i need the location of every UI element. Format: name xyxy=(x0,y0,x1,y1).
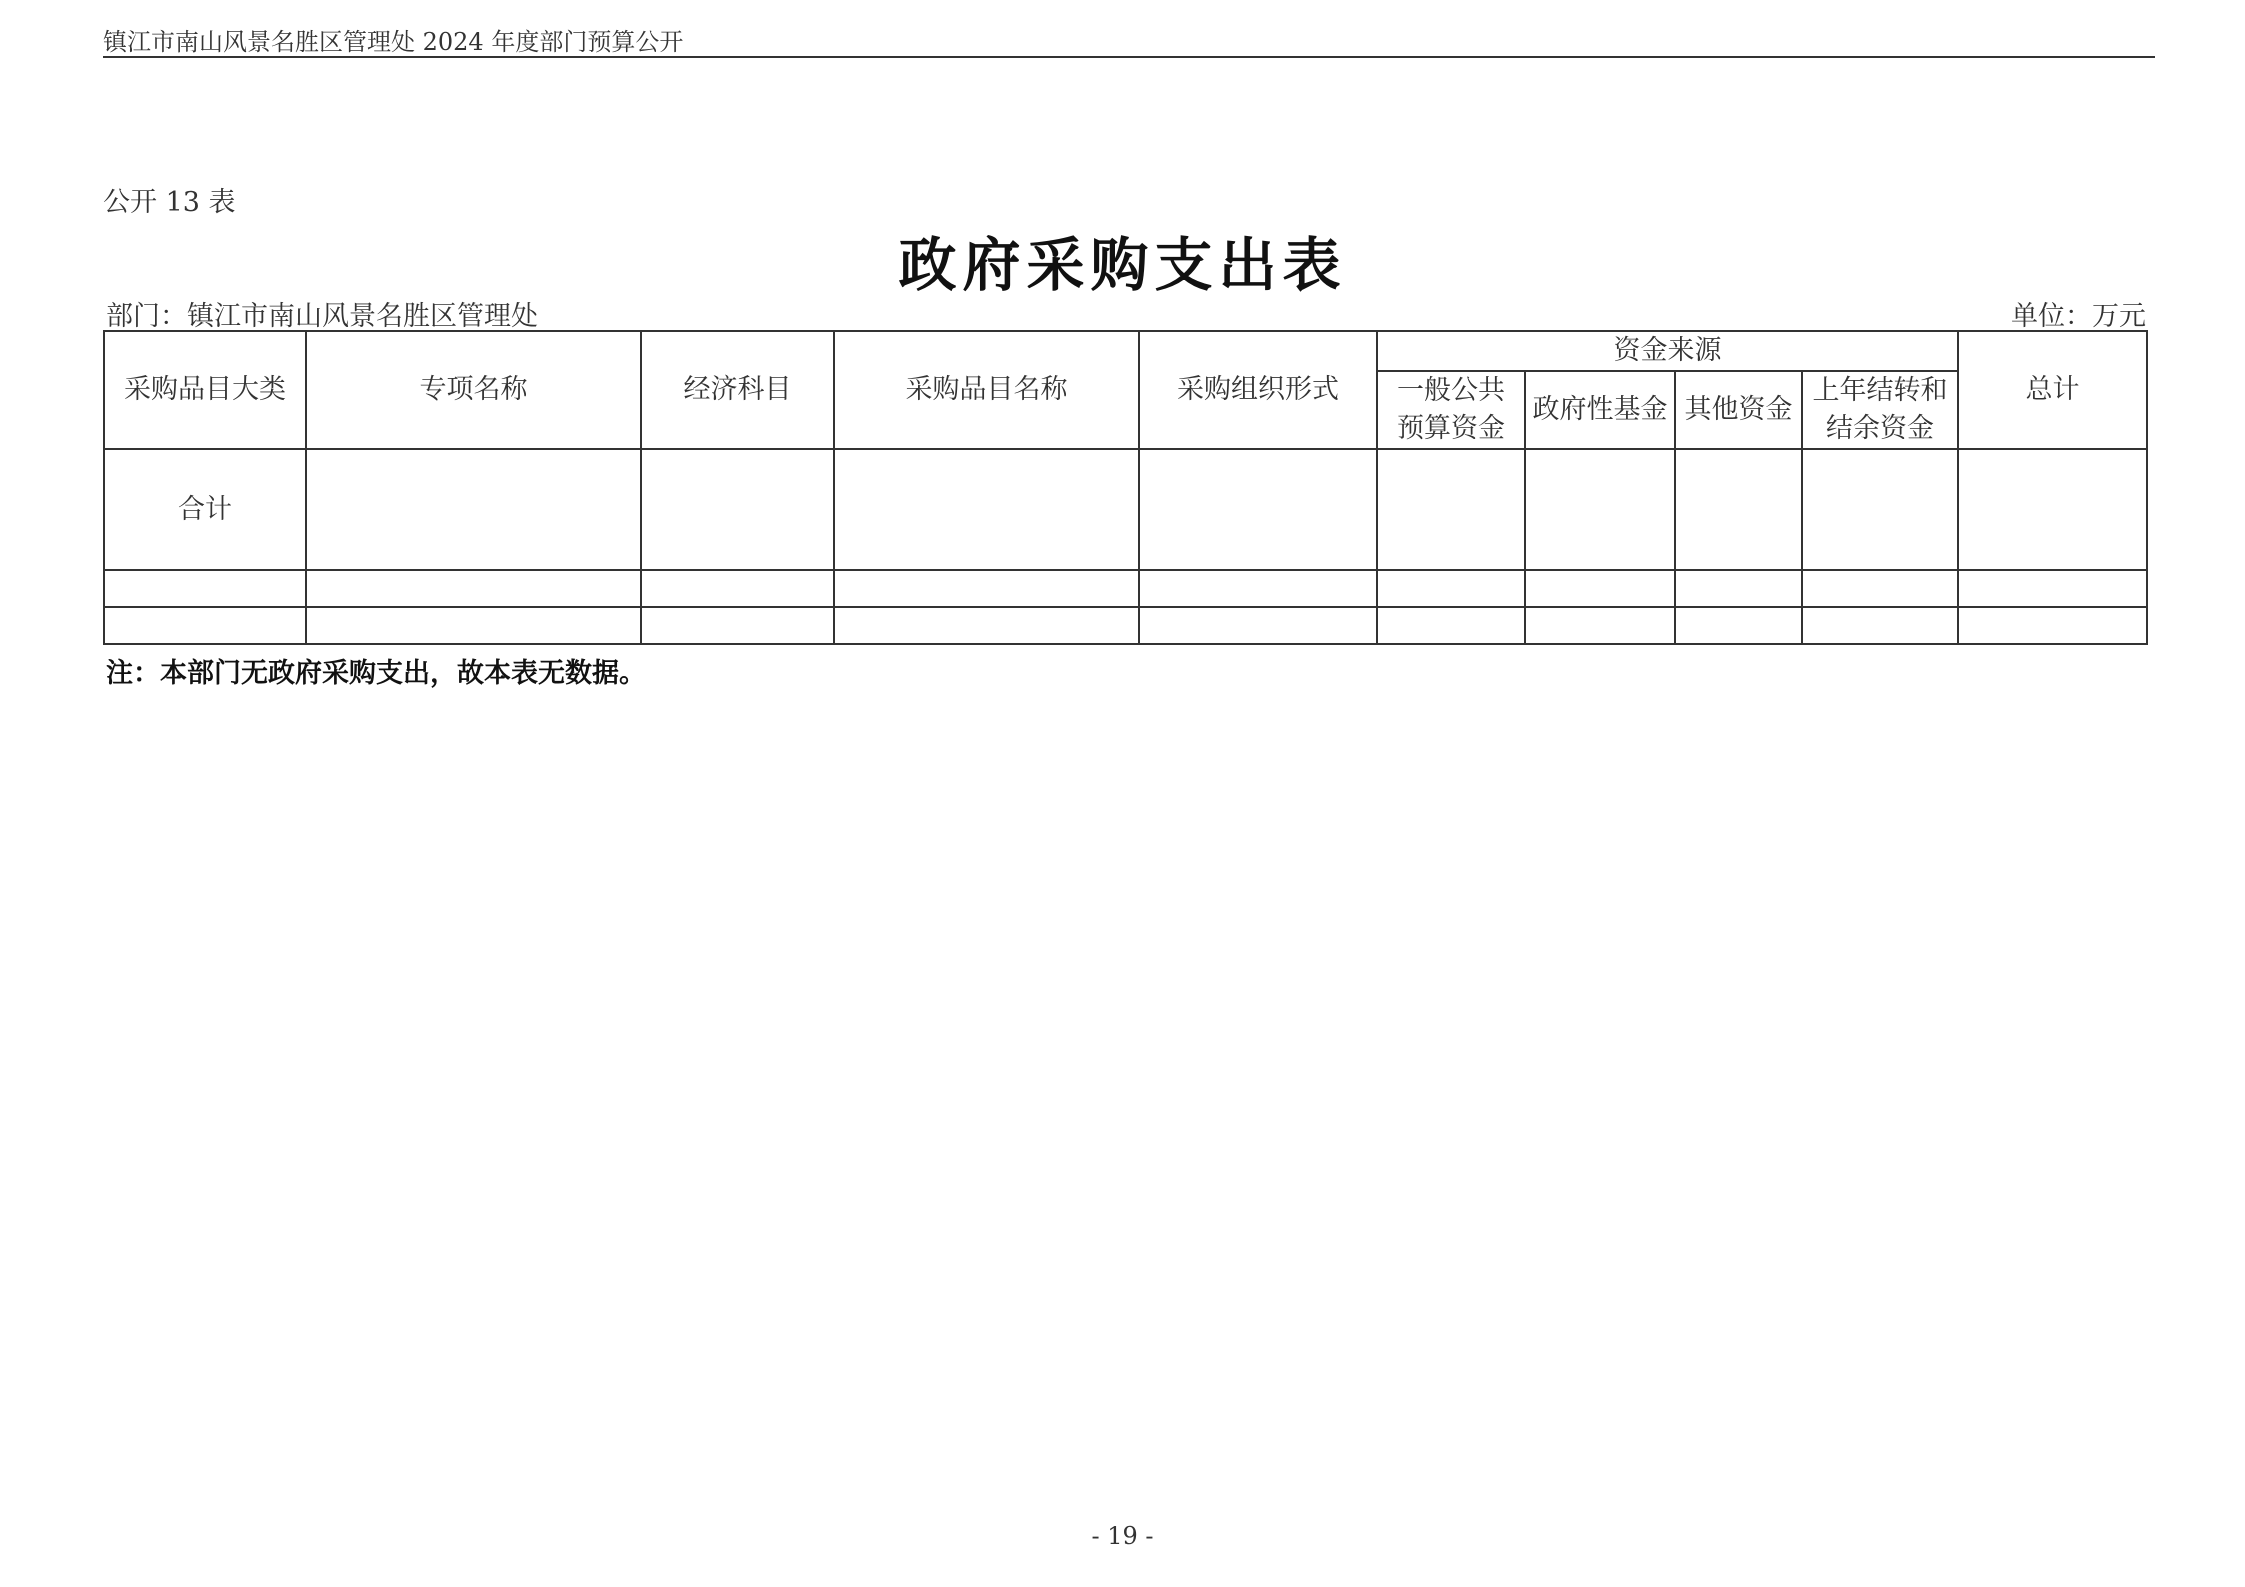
cell-other-funds xyxy=(1675,449,1802,570)
col-header-total: 总计 xyxy=(1958,331,2147,449)
cell-item-name xyxy=(834,570,1139,607)
cell-other-funds xyxy=(1675,607,1802,644)
cell-total xyxy=(1958,449,2147,570)
footnote: 注：本部门无政府采购支出，故本表无数据。 xyxy=(106,658,646,689)
cell-org-form xyxy=(1139,607,1377,644)
cell-org-form xyxy=(1139,570,1377,607)
cell-category xyxy=(104,570,306,607)
col-header-other-funds: 其他资金 xyxy=(1675,371,1802,449)
page-title: 政府采购支出表 xyxy=(898,231,1347,299)
col-header-gov-fund: 政府性基金 xyxy=(1525,371,1675,449)
unit-label: 单位：万元 xyxy=(2011,301,2146,332)
cell-general-budget xyxy=(1377,607,1525,644)
cell-economic-subject xyxy=(641,607,834,644)
cell-gov-fund xyxy=(1525,607,1675,644)
department-label: 部门：镇江市南山风景名胜区管理处 xyxy=(106,301,538,332)
cell-carryover xyxy=(1802,449,1958,570)
cell-item-name xyxy=(834,449,1139,570)
col-header-item-name: 采购品目名称 xyxy=(834,331,1139,449)
cell-project xyxy=(306,607,641,644)
col-header-carryover: 上年结转和结余资金 xyxy=(1802,371,1958,449)
page-number: - 19 - xyxy=(1091,1522,1154,1550)
cell-general-budget xyxy=(1377,570,1525,607)
cell-org-form xyxy=(1139,449,1377,570)
table-row xyxy=(104,607,2147,644)
cell-item-name xyxy=(834,607,1139,644)
col-header-category: 采购品目大类 xyxy=(104,331,306,449)
col-header-project: 专项名称 xyxy=(306,331,641,449)
col-header-fund-source: 资金来源 xyxy=(1377,331,1958,371)
table-number: 公开 13 表 xyxy=(103,187,236,218)
cell-general-budget xyxy=(1377,449,1525,570)
cell-project xyxy=(306,449,641,570)
cell-economic-subject xyxy=(641,449,834,570)
cell-other-funds xyxy=(1675,570,1802,607)
cell-gov-fund xyxy=(1525,449,1675,570)
col-header-general-budget: 一般公共预算资金 xyxy=(1377,371,1525,449)
cell-project xyxy=(306,570,641,607)
cell-total xyxy=(1958,607,2147,644)
cell-total xyxy=(1958,570,2147,607)
cell-category: 合计 xyxy=(104,449,306,570)
table-row xyxy=(104,570,2147,607)
col-header-org-form: 采购组织形式 xyxy=(1139,331,1377,449)
col-header-economic-subject: 经济科目 xyxy=(641,331,834,449)
cell-carryover xyxy=(1802,570,1958,607)
table-row xyxy=(104,449,2147,570)
cell-gov-fund xyxy=(1525,570,1675,607)
header-rule xyxy=(103,56,2155,58)
cell-carryover xyxy=(1802,607,1958,644)
cell-category xyxy=(104,607,306,644)
procurement-table xyxy=(103,330,2148,645)
cell-economic-subject xyxy=(641,570,834,607)
running-header: 镇江市南山风景名胜区管理处 2024 年度部门预算公开 xyxy=(103,28,684,56)
